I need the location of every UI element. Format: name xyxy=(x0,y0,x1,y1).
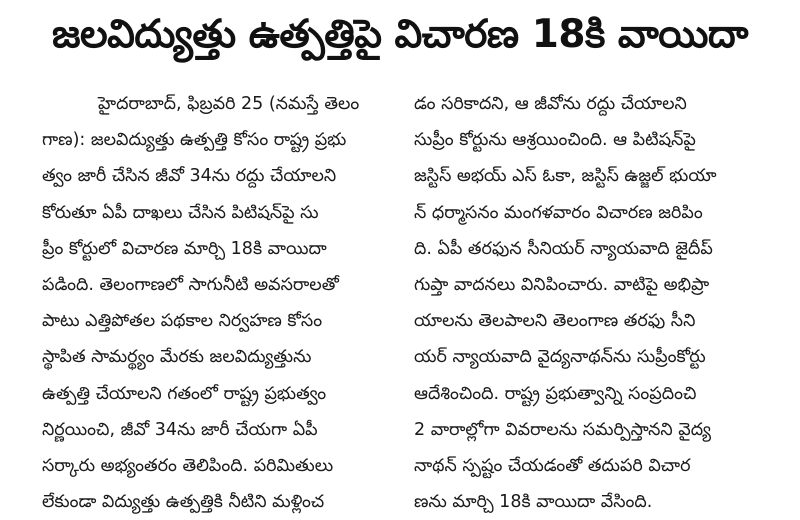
article-line: సుప్రీం కోర్టును ఆశ్రయించింది. ఆ పిటిషన్‌పై xyxy=(414,130,696,151)
article-line: హైదరాబాద్, ఫిబ్రవరి 25 (నమస్తే తెలం xyxy=(98,94,360,114)
article-line: జస్టిస్ అభయ్ ఎస్ ఓకా, జస్టిస్ ఉజ్జల్ భుయా xyxy=(414,166,717,187)
article-line: డం సరికాదని, ఆ జీవోను రద్దు చేయాలని xyxy=(414,94,687,114)
article-line: 2 వారాల్లోగా వివరాలను సమర్పిస్తానని వైద్య xyxy=(414,419,711,440)
article-column-left xyxy=(42,86,394,513)
article-line: న్ ధర్మాసనం మంగళవారం విచారణ జరిపిం xyxy=(414,202,703,223)
article-line: కోరుతూ ఏపీ దాఖలు చేసిన పిటిషన్‌పై సు xyxy=(42,202,319,223)
article-line: ఉత్పత్తి చేయాలని గతంలో రాష్ట్ర ప్రభుత్వం xyxy=(42,383,327,404)
headline: జలవిద్యుత్తు ఉత్పత్తిపై విచారణ 18కి వాయిదా xyxy=(51,12,748,57)
article-line: గుప్తా వాదనలు వినిపించారు. వాటిపై అభిప్రా xyxy=(414,274,710,295)
article-line: గాణ): జలవిద్యుత్తు ఉత్పత్తి కోసం రాష్ట్ర ప్రభు xyxy=(42,130,347,151)
article-column-right xyxy=(414,86,764,513)
article-line: ది. ఏపీ తరఫున సీనియర్ న్యాయవాది జైదీప్ xyxy=(414,238,713,259)
article-line: పాటు ఎత్తిపోతల పథకాల నిర్వహణ కోసం xyxy=(42,311,323,332)
article-line: స్థాపిత సామర్థ్యం మేరకు జలవిద్యుత్తును xyxy=(42,347,312,368)
article-line: యాలను తెలపాలని తెలంగాణ తరఫు సీని xyxy=(414,311,696,332)
article-line: ఆదేశించింది. రాష్ట్ర ప్రభుత్వాన్ని సంప్రదించి xyxy=(414,383,697,404)
article-line: ప్రీం కోర్టులో విచారణ మార్చి 18కి వాయిదా xyxy=(42,238,327,259)
article-line: యర్ న్యాయవాది వైద్యనాథన్‌ను సుప్రీంకోర్టు xyxy=(414,347,706,368)
article-line: త్వం జారీ చేసిన జీవో 34ను రద్దు చేయాలని xyxy=(42,166,337,187)
article-line: లేకుండా విద్యుత్తు ఉత్పత్తికి నీటిని మళ్లించ xyxy=(42,492,325,513)
article-line: ణను మార్చి 18కి వాయిదా వేసింది. xyxy=(414,492,653,513)
article-line: నాథన్ స్పష్టం చేయడంతో తదుపరి విచార xyxy=(414,455,691,476)
article-line: నిర్ణయించి, జీవో 34ను జారీ చేయగా ఏపీ xyxy=(42,419,318,440)
article-line: సర్కారు అభ్యంతరం తెలిపింది. పరిమితులు xyxy=(42,455,334,476)
article-line: పడింది. తెలంగాణలో సాగునీటి అవసరాలతో xyxy=(42,274,339,295)
